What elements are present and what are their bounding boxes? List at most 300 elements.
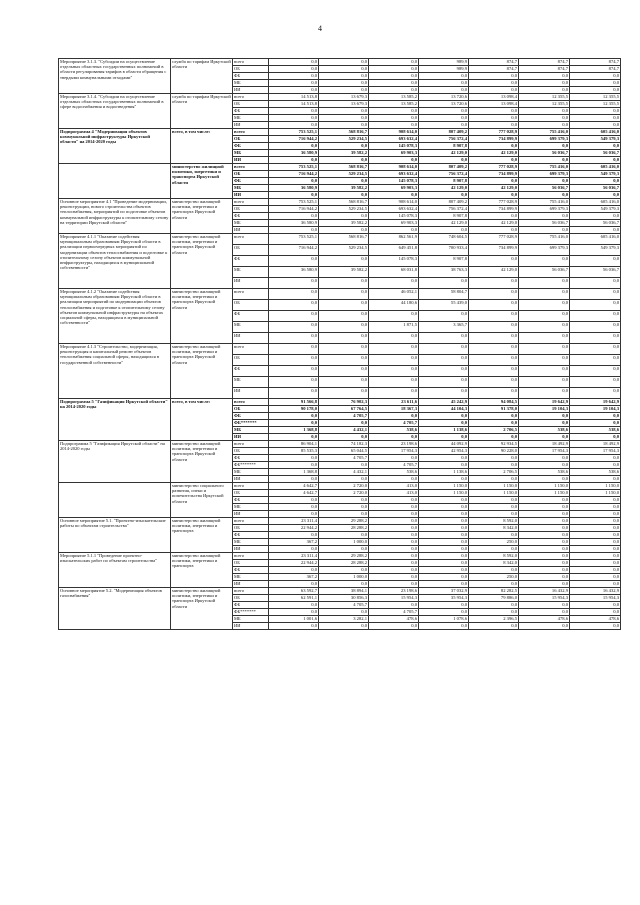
amount-cell: 413,0 <box>369 490 419 497</box>
amount-cell: 0,0 <box>419 355 469 366</box>
amount-cell: 568 816,7 <box>319 234 369 245</box>
amount-cell: 0,0 <box>319 609 369 616</box>
measure-name-cell <box>59 483 171 518</box>
measure-name-cell: Подпрограмма 5 "Газификация Иркутской области" на 2014-2020 годы <box>59 441 171 483</box>
funding-source-cell: ИИ <box>233 546 269 553</box>
amount-cell: 0,0 <box>319 497 369 504</box>
funding-source-cell: МБ <box>233 150 269 157</box>
funding-source-cell: ОБ <box>233 206 269 213</box>
amount-cell: 13 098,4 <box>469 101 519 108</box>
funding-source-cell: МБ <box>233 539 269 546</box>
amount-cell: 8 342,0 <box>469 560 519 567</box>
amount-cell: 0,0 <box>319 311 369 322</box>
amount-cell: 23 198,6 <box>369 588 419 595</box>
amount-cell: 0,0 <box>570 623 621 630</box>
executor-cell: министерство социального развития, опеки и попечительства Иркутской области <box>171 483 233 518</box>
amount-cell: 0,0 <box>570 553 621 560</box>
amount-cell: 0,0 <box>419 504 469 511</box>
amount-cell: 0,0 <box>570 609 621 616</box>
amount-cell: 13 098,4 <box>469 94 519 101</box>
amount-cell: 92 934,5 <box>469 441 519 448</box>
amount-cell: 0,0 <box>469 623 519 630</box>
amount-cell: 42 129,0 <box>419 185 469 192</box>
amount-cell: 0,0 <box>319 66 369 73</box>
amount-cell: 0,0 <box>419 333 469 344</box>
amount-cell: 0,0 <box>469 213 519 220</box>
amount-cell: 0,0 <box>519 413 570 420</box>
amount-cell: 29 288,2 <box>319 553 369 560</box>
amount-cell: 17 954,3 <box>369 448 419 455</box>
amount-cell: 0,0 <box>269 227 319 234</box>
amount-cell: 0,0 <box>519 355 570 366</box>
amount-cell: 0,0 <box>319 122 369 129</box>
amount-cell: 0,0 <box>269 73 319 80</box>
funding-source-cell: ИИ <box>233 192 269 199</box>
amount-cell: 0,0 <box>369 73 419 80</box>
amount-cell: 0,0 <box>319 581 369 588</box>
amount-cell: 0,0 <box>269 377 319 388</box>
amount-cell: 69 903,3 <box>369 220 419 227</box>
funding-source-cell: ОБ <box>233 171 269 178</box>
amount-cell: 56 036,7 <box>570 267 621 278</box>
funding-source-cell: МБ <box>233 115 269 122</box>
amount-cell: 0,0 <box>319 300 369 311</box>
amount-cell: 44 180,6 <box>369 300 419 311</box>
executor-cell: служба по тарифам Иркутской области <box>171 94 233 129</box>
amount-cell: 0,0 <box>570 497 621 504</box>
amount-cell: 0,0 <box>369 115 419 122</box>
funding-source-cell: всего <box>233 399 269 406</box>
amount-cell: 0,0 <box>369 504 419 511</box>
amount-cell: 8 907,8 <box>419 213 469 220</box>
amount-cell: 0,0 <box>419 366 469 377</box>
amount-cell: 0,0 <box>570 333 621 344</box>
amount-cell: 0,0 <box>419 87 469 94</box>
executor-cell: министерство жилищной политики, энергетики и транспорта Иркутской области <box>171 234 233 289</box>
amount-cell: 0,0 <box>419 574 469 581</box>
amount-cell: 0,0 <box>319 256 369 267</box>
amount-cell: 0,0 <box>269 66 319 73</box>
amount-cell: 0,0 <box>419 462 469 469</box>
measure-name-cell: Мероприятие 5.1.1 "Проведение проектно-изыскательских работ по объектам строительства" <box>59 553 171 588</box>
measure-name-cell: Мероприятие 4.1.2 "Оказание содействия муниципальным образованиям Иркутской области в реализации мероприятий по модернизации объектов теплоснабжения и подготовке к отопительному сезону объектов коммунальной инфраструктуры на объектах социальной сферы, находящихся в муниципальной собственности" <box>59 289 171 344</box>
amount-cell: 549 379,3 <box>570 171 621 178</box>
amount-cell: 0,0 <box>519 213 570 220</box>
amount-cell: 0,0 <box>570 532 621 539</box>
amount-cell: 0,0 <box>469 115 519 122</box>
amount-cell: 0,0 <box>570 300 621 311</box>
amount-cell: 0,0 <box>519 178 570 185</box>
table-row <box>59 94 621 101</box>
amount-cell: 0,0 <box>369 553 419 560</box>
amount-cell: 0,0 <box>469 192 519 199</box>
amount-cell: 756 372,4 <box>419 206 469 213</box>
amount-cell: 0,0 <box>269 87 319 94</box>
funding-source-cell: ИИ <box>233 388 269 399</box>
funding-source-cell: ОБ <box>233 406 269 413</box>
table-row <box>59 441 621 448</box>
amount-cell: 12 355,5 <box>570 101 621 108</box>
amount-cell: 4 705,7 <box>369 420 419 427</box>
amount-cell: 699 379,3 <box>519 206 570 213</box>
amount-cell: 91 566,8 <box>269 399 319 406</box>
amount-cell: 367,2 <box>269 574 319 581</box>
amount-cell: 0,0 <box>570 525 621 532</box>
measure-name-cell: Основное мероприятие 5.2. "Модернизация объектов газоснабжения" <box>59 588 171 630</box>
amount-cell: 693 632,4 <box>369 171 419 178</box>
amount-cell: 0,0 <box>269 59 319 66</box>
amount-cell: 0,0 <box>419 108 469 115</box>
funding-source-cell: МБ <box>233 504 269 511</box>
amount-cell: 90 178,0 <box>269 406 319 413</box>
amount-cell: 0,0 <box>519 511 570 518</box>
amount-cell: 0,0 <box>570 377 621 388</box>
amount-cell: 0,0 <box>469 455 519 462</box>
amount-cell: 86 904,1 <box>269 441 319 448</box>
amount-cell: 0,0 <box>419 497 469 504</box>
amount-cell: 529 234,5 <box>319 171 369 178</box>
funding-source-cell: ОБ <box>233 300 269 311</box>
amount-cell: 0,0 <box>269 355 319 366</box>
amount-cell: 19 642,9 <box>519 399 570 406</box>
amount-cell: 1 368,8 <box>269 469 319 476</box>
amount-cell: 0,0 <box>269 300 319 311</box>
funding-source-cell: ФБ******* <box>233 609 269 616</box>
amount-cell: 0,0 <box>319 532 369 539</box>
amount-cell: 22 944,2 <box>269 560 319 567</box>
funding-source-cell: всего <box>233 199 269 206</box>
amount-cell: 56 036,7 <box>570 150 621 157</box>
amount-cell: 44 092,9 <box>419 441 469 448</box>
amount-cell: 0,0 <box>269 476 319 483</box>
amount-cell: 0,0 <box>369 511 419 518</box>
funding-source-cell: МБ <box>233 185 269 192</box>
funding-source-cell: всего <box>233 289 269 300</box>
amount-cell: 0,0 <box>419 344 469 355</box>
amount-cell: 45 242,9 <box>419 399 469 406</box>
funding-source-cell: МБ <box>233 80 269 87</box>
amount-cell: 0,0 <box>469 80 519 87</box>
amount-cell: 56 036,7 <box>519 150 570 157</box>
amount-cell: 0,0 <box>369 344 419 355</box>
amount-cell: 777 028,9 <box>469 164 519 171</box>
funding-source-cell: ОБ <box>233 490 269 497</box>
amount-cell: 0,0 <box>519 227 570 234</box>
amount-cell: 0,0 <box>369 434 419 441</box>
funding-source-cell: ФБ <box>233 497 269 504</box>
amount-cell: 0,0 <box>319 59 369 66</box>
amount-cell: 0,0 <box>570 192 621 199</box>
funding-source-cell: МБ <box>233 377 269 388</box>
amount-cell: 0,0 <box>319 80 369 87</box>
amount-cell: 0,0 <box>570 560 621 567</box>
amount-cell: 0,0 <box>469 178 519 185</box>
amount-cell: 0,0 <box>570 143 621 150</box>
amount-cell: 42 129,0 <box>419 150 469 157</box>
amount-cell: 538,6 <box>369 469 419 476</box>
amount-cell: 0,0 <box>570 511 621 518</box>
amount-cell: 19 104,3 <box>519 406 570 413</box>
amount-cell: 605 416,0 <box>570 164 621 171</box>
amount-cell: 39 582,2 <box>319 185 369 192</box>
amount-cell: 0,0 <box>519 462 570 469</box>
amount-cell: 0,0 <box>419 553 469 560</box>
amount-cell: 0,0 <box>319 178 369 185</box>
funding-source-cell: ИИ <box>233 278 269 289</box>
amount-cell: 0,0 <box>269 581 319 588</box>
amount-cell: 0,0 <box>269 115 319 122</box>
amount-cell: 0,0 <box>469 311 519 322</box>
amount-cell: 94 084,5 <box>469 399 519 406</box>
amount-cell: 44 104,3 <box>419 406 469 413</box>
amount-cell: 0,0 <box>419 602 469 609</box>
amount-cell: 0,0 <box>419 455 469 462</box>
amount-cell: 0,0 <box>319 420 369 427</box>
amount-cell: 0,0 <box>469 567 519 574</box>
amount-cell: 734 899,9 <box>469 171 519 178</box>
amount-cell: 18 367,3 <box>369 406 419 413</box>
amount-cell: 0,0 <box>469 108 519 115</box>
amount-cell: 0,0 <box>369 388 419 399</box>
amount-cell: 4 705,7 <box>319 413 369 420</box>
funding-source-cell: всего <box>233 518 269 525</box>
amount-cell: 0,0 <box>570 355 621 366</box>
amount-cell: 0,0 <box>469 322 519 333</box>
funding-source-cell: ОБ <box>233 136 269 143</box>
amount-cell: 0,0 <box>570 80 621 87</box>
amount-cell: 69 903,3 <box>369 185 419 192</box>
amount-cell: 0,0 <box>419 420 469 427</box>
amount-cell: 807 409,2 <box>419 199 469 206</box>
amount-cell: 1 078,6 <box>419 616 469 623</box>
amount-cell: 0,0 <box>369 59 419 66</box>
amount-cell: 8 907,8 <box>419 143 469 150</box>
amount-cell: 0,0 <box>519 256 570 267</box>
amount-cell: 0,0 <box>319 434 369 441</box>
funding-source-cell: ОБ <box>233 525 269 532</box>
amount-cell: 756 372,4 <box>419 171 469 178</box>
amount-cell: 753 525,1 <box>269 234 319 245</box>
amount-cell: 55 439,0 <box>419 300 469 311</box>
amount-cell: 0,0 <box>319 355 369 366</box>
measure-name-cell: Мероприятие 4.1.3 "Строительство, модернизация, реконструкция и капитальный ремонт объектов теплоснабжения социальной сферы, находящихся в государственной собственности" <box>59 344 171 399</box>
funding-source-cell: всего <box>233 344 269 355</box>
amount-cell: 0,0 <box>319 567 369 574</box>
amount-cell: 0,0 <box>369 377 419 388</box>
amount-cell: 0,0 <box>570 178 621 185</box>
amount-cell: 0,0 <box>519 609 570 616</box>
amount-cell: 0,0 <box>519 108 570 115</box>
amount-cell: 0,0 <box>519 73 570 80</box>
amount-cell: 0,0 <box>369 532 419 539</box>
amount-cell: 15 954,3 <box>369 595 419 602</box>
amount-cell: 734 899,9 <box>469 245 519 256</box>
amount-cell: 0,0 <box>369 66 419 73</box>
amount-cell: 538,6 <box>570 469 621 476</box>
amount-cell: 0,0 <box>469 609 519 616</box>
amount-cell: 0,0 <box>469 476 519 483</box>
amount-cell: 0,0 <box>269 623 319 630</box>
amount-cell: 0,0 <box>519 574 570 581</box>
executor-cell: всего, в том числе: <box>171 129 233 164</box>
amount-cell: 0,0 <box>519 192 570 199</box>
table-row <box>59 129 621 136</box>
funding-source-cell: МБ <box>233 322 269 333</box>
amount-cell: 989,9 <box>419 66 469 73</box>
amount-cell: 0,0 <box>519 518 570 525</box>
amount-cell: 0,0 <box>319 115 369 122</box>
amount-cell: 478,6 <box>369 616 419 623</box>
amount-cell: 0,0 <box>570 462 621 469</box>
amount-cell: 0,0 <box>519 539 570 546</box>
amount-cell: 0,0 <box>570 546 621 553</box>
amount-cell: 0,0 <box>469 355 519 366</box>
amount-cell: 0,0 <box>469 333 519 344</box>
amount-cell: 0,0 <box>519 344 570 355</box>
amount-cell: 38 894,1 <box>319 588 369 595</box>
amount-cell: 0,0 <box>269 366 319 377</box>
amount-cell: 1 150,0 <box>419 483 469 490</box>
amount-cell: 0,0 <box>570 574 621 581</box>
funding-source-cell: всего <box>233 588 269 595</box>
amount-cell: 0,0 <box>469 546 519 553</box>
amount-cell: 0,0 <box>570 213 621 220</box>
amount-cell: 0,0 <box>570 311 621 322</box>
amount-cell: 0,0 <box>519 333 570 344</box>
amount-cell: 874,7 <box>519 59 570 66</box>
amount-cell: 1 138,6 <box>419 469 469 476</box>
amount-cell: 0,0 <box>319 157 369 164</box>
amount-cell: 756 372,4 <box>419 136 469 143</box>
amount-cell: 1 001,6 <box>269 616 319 623</box>
amount-cell: 2 720,0 <box>319 483 369 490</box>
funding-source-cell: ФБ <box>233 213 269 220</box>
amount-cell: 755 416,0 <box>519 164 570 171</box>
amount-cell: 0,0 <box>570 567 621 574</box>
funding-source-cell: ФБ <box>233 256 269 267</box>
amount-cell: 0,0 <box>269 462 319 469</box>
amount-cell: 568 816,7 <box>319 199 369 206</box>
amount-cell: 0,0 <box>419 560 469 567</box>
amount-cell: 39 582,2 <box>319 150 369 157</box>
amount-cell: 0,0 <box>319 623 369 630</box>
funding-source-cell: ИИ <box>233 434 269 441</box>
amount-cell: 0,0 <box>269 333 319 344</box>
amount-cell: 0,0 <box>419 434 469 441</box>
amount-cell: 15 954,3 <box>570 595 621 602</box>
amount-cell: 42 129,0 <box>419 220 469 227</box>
funding-source-cell: ИИ <box>233 87 269 94</box>
amount-cell: 0,0 <box>269 609 319 616</box>
amount-cell: 19 104,3 <box>570 406 621 413</box>
amount-cell: 19 642,9 <box>570 399 621 406</box>
amount-cell: 8 907,8 <box>419 256 469 267</box>
amount-cell: 568 816,7 <box>319 129 369 136</box>
amount-cell: 15 954,3 <box>519 595 570 602</box>
amount-cell: 0,0 <box>319 388 369 399</box>
funding-source-cell: ФБ******* <box>233 420 269 427</box>
amount-cell: 0,0 <box>519 366 570 377</box>
funding-source-cell: ФБ <box>233 532 269 539</box>
funding-source-cell: ФБ <box>233 143 269 150</box>
amount-cell: 1 150,0 <box>519 490 570 497</box>
amount-cell: 42 129,0 <box>469 185 519 192</box>
amount-cell: 0,0 <box>519 546 570 553</box>
funding-source-cell: МБ <box>233 616 269 623</box>
amount-cell: 0,0 <box>469 122 519 129</box>
amount-cell: 0,0 <box>469 278 519 289</box>
amount-cell: 90 228,0 <box>469 448 519 455</box>
amount-cell: 0,0 <box>519 300 570 311</box>
amount-cell: 0,0 <box>269 157 319 164</box>
amount-cell: 0,0 <box>419 278 469 289</box>
amount-cell: 1 138,6 <box>419 427 469 434</box>
amount-cell: 0,0 <box>419 525 469 532</box>
amount-cell: 0,0 <box>519 567 570 574</box>
funding-source-cell: ФБ <box>233 366 269 377</box>
executor-cell: министерство жилищной политики, энергетики и транспорта <box>171 553 233 588</box>
amount-cell: 0,0 <box>419 546 469 553</box>
amount-cell: 42 954,3 <box>419 448 469 455</box>
amount-cell: 13 720,6 <box>419 101 469 108</box>
table-row <box>59 59 621 66</box>
amount-cell: 3 365,7 <box>419 322 469 333</box>
amount-cell: 22 944,2 <box>269 525 319 532</box>
amount-cell: 79 886,0 <box>469 595 519 602</box>
funding-source-cell: МБ <box>233 574 269 581</box>
amount-cell: 58 804,7 <box>419 289 469 300</box>
amount-cell: 0,0 <box>319 322 369 333</box>
amount-cell: 1 150,0 <box>519 483 570 490</box>
amount-cell: 0,0 <box>570 434 621 441</box>
amount-cell: 0,0 <box>269 602 319 609</box>
amount-cell: 0,0 <box>570 87 621 94</box>
amount-cell: 0,0 <box>369 518 419 525</box>
amount-cell: 0,0 <box>269 532 319 539</box>
amount-cell: 0,0 <box>369 413 419 420</box>
amount-cell: 0,0 <box>269 311 319 322</box>
amount-cell: 0,0 <box>419 518 469 525</box>
amount-cell: 4 705,7 <box>369 609 419 616</box>
amount-cell: 0,0 <box>419 388 469 399</box>
amount-cell: 538,6 <box>519 427 570 434</box>
amount-cell: 0,0 <box>469 532 519 539</box>
amount-cell: 82 282,5 <box>469 588 519 595</box>
amount-cell: 0,0 <box>369 80 419 87</box>
amount-cell: 0,0 <box>269 546 319 553</box>
amount-cell: 0,0 <box>269 80 319 87</box>
amount-cell: 0,0 <box>570 227 621 234</box>
measure-name-cell: Мероприятие 3.1.3. "Субсидии на осуществление отдельных областных государственных полномочий в области регулирования тарифов в области обращения с твердыми коммунальными отходами" <box>59 59 171 94</box>
executor-cell: министерство жилищной политики, энергетики и транспорта Иркутской области <box>171 289 233 344</box>
amount-cell: 0,0 <box>469 434 519 441</box>
amount-cell: 0,0 <box>419 511 469 518</box>
amount-cell: 0,0 <box>319 511 369 518</box>
amount-cell: 0,0 <box>570 420 621 427</box>
amount-cell: 0,0 <box>419 609 469 616</box>
funding-source-cell: ИИ <box>233 476 269 483</box>
amount-cell: 0,0 <box>570 413 621 420</box>
amount-cell: 0,0 <box>369 227 419 234</box>
amount-cell: 0,0 <box>369 333 419 344</box>
executor-cell: всего, в том числе: <box>171 399 233 441</box>
funding-source-cell: ИИ <box>233 227 269 234</box>
amount-cell: 0,0 <box>469 157 519 164</box>
funding-source-cell: всего <box>233 483 269 490</box>
amount-cell: 0,0 <box>319 377 369 388</box>
funding-source-cell: ОБ <box>233 448 269 455</box>
funding-source-cell: всего <box>233 59 269 66</box>
